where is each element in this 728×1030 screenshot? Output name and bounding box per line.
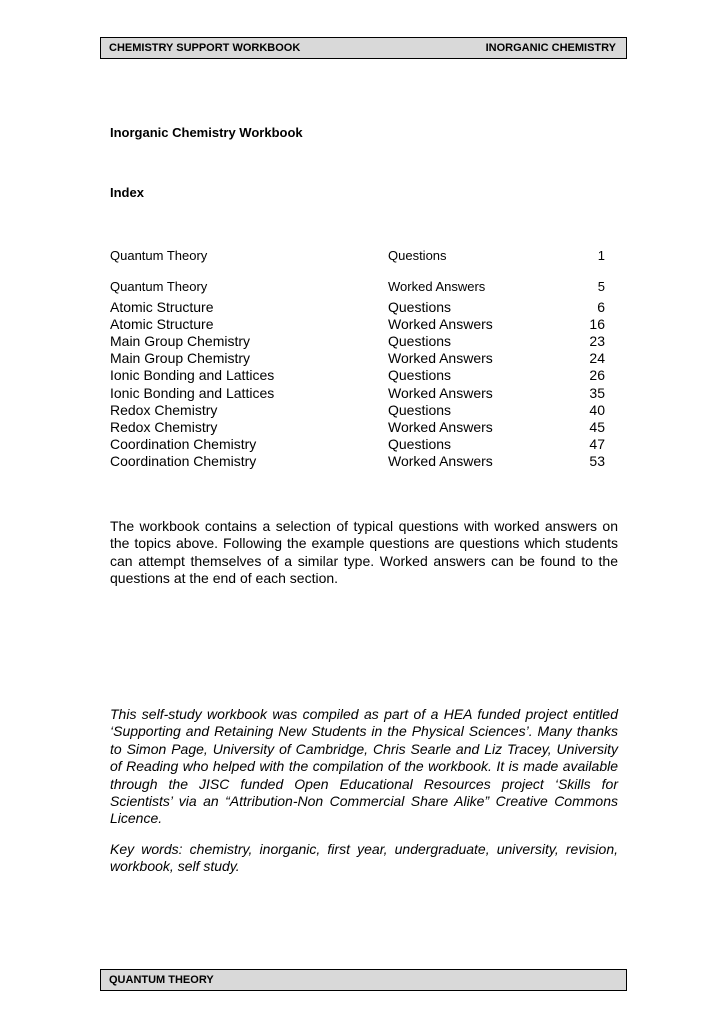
index-row (110, 316, 605, 333)
index-heading: Index (110, 185, 144, 200)
header-right-label: INORGANIC CHEMISTRY (485, 42, 616, 54)
index-row (110, 279, 605, 296)
index-type: Questions (388, 333, 452, 349)
index-page: 24 (589, 350, 605, 366)
index-topic: Ionic Bonding and Lattices (110, 367, 275, 383)
index-topic: Ionic Bonding and Lattices (110, 385, 275, 401)
index-row (110, 385, 605, 402)
page-header-bar (100, 37, 627, 59)
index-page: 45 (589, 419, 605, 435)
index-type: Worked Answers (388, 279, 486, 294)
index-topic: Redox Chemistry (110, 402, 218, 418)
index-page: 6 (597, 299, 605, 315)
index-type: Questions (388, 367, 452, 383)
index-topic: Main Group Chemistry (110, 350, 251, 366)
index-type: Questions (388, 402, 452, 418)
credits-paragraph: This self-study workbook was compiled as part of a HEA funded project entitled ‘Supporting and Retaining New Students in the Physical Sciences’. Many thanks to Simon Page, University of Cambridge, Chris Searle and Liz Tracey, University of Reading who helped with the compilation of the workbook. It is made available through the JISC funded Open Educational Resources project ‘Skills for Scientists’ via an “Attribution-Non Commercial Share Alike” Creative Commons Licence. (110, 706, 618, 827)
index-type: Worked Answers (388, 350, 493, 366)
index-type: Questions (388, 248, 447, 263)
index-page: 40 (589, 402, 605, 418)
index-type: Worked Answers (388, 419, 493, 435)
index-type: Worked Answers (388, 316, 493, 332)
index-topic: Atomic Structure (110, 299, 214, 315)
index-topic: Quantum Theory (110, 248, 208, 263)
page-footer-bar (100, 969, 627, 991)
index-topic: Quantum Theory (110, 279, 208, 294)
index-topic: Coordination Chemistry (110, 453, 257, 469)
index-row (110, 333, 605, 350)
keywords-paragraph: Key words: chemistry, inorganic, first year, undergraduate, university, revision, workbook, self study. (110, 841, 618, 875)
index-page: 5 (597, 279, 605, 294)
index-page: 35 (589, 385, 605, 401)
index-page: 23 (589, 333, 605, 349)
index-page: 16 (589, 316, 605, 332)
index-row (110, 248, 605, 265)
index-row (110, 367, 605, 384)
index-row (110, 299, 605, 316)
index-row (110, 402, 605, 419)
index-page: 47 (589, 436, 605, 452)
index-row (110, 419, 605, 436)
index-row (110, 453, 605, 470)
index-row (110, 436, 605, 453)
index-topic: Main Group Chemistry (110, 333, 251, 349)
index-topic: Coordination Chemistry (110, 436, 257, 452)
index-type: Questions (388, 436, 452, 452)
index-topic: Atomic Structure (110, 316, 214, 332)
workbook-description: The workbook contains a selection of typical questions with worked answers on the topics above. Following the example questions are questions which students can attempt themselves of a similar type. Worked answers can be found to the questions at the end of each section. (110, 518, 618, 587)
index-type: Worked Answers (388, 453, 493, 469)
footer-section-label: QUANTUM THEORY (109, 974, 214, 986)
index-type: Worked Answers (388, 385, 493, 401)
index-page: 53 (589, 453, 605, 469)
document-title: Inorganic Chemistry Workbook (110, 125, 303, 140)
header-left-label: CHEMISTRY SUPPORT WORKBOOK (109, 42, 301, 54)
index-page: 1 (597, 248, 605, 263)
index-page: 26 (589, 367, 605, 383)
index-row (110, 350, 605, 367)
index-topic: Redox Chemistry (110, 419, 218, 435)
index-type: Questions (388, 299, 452, 315)
